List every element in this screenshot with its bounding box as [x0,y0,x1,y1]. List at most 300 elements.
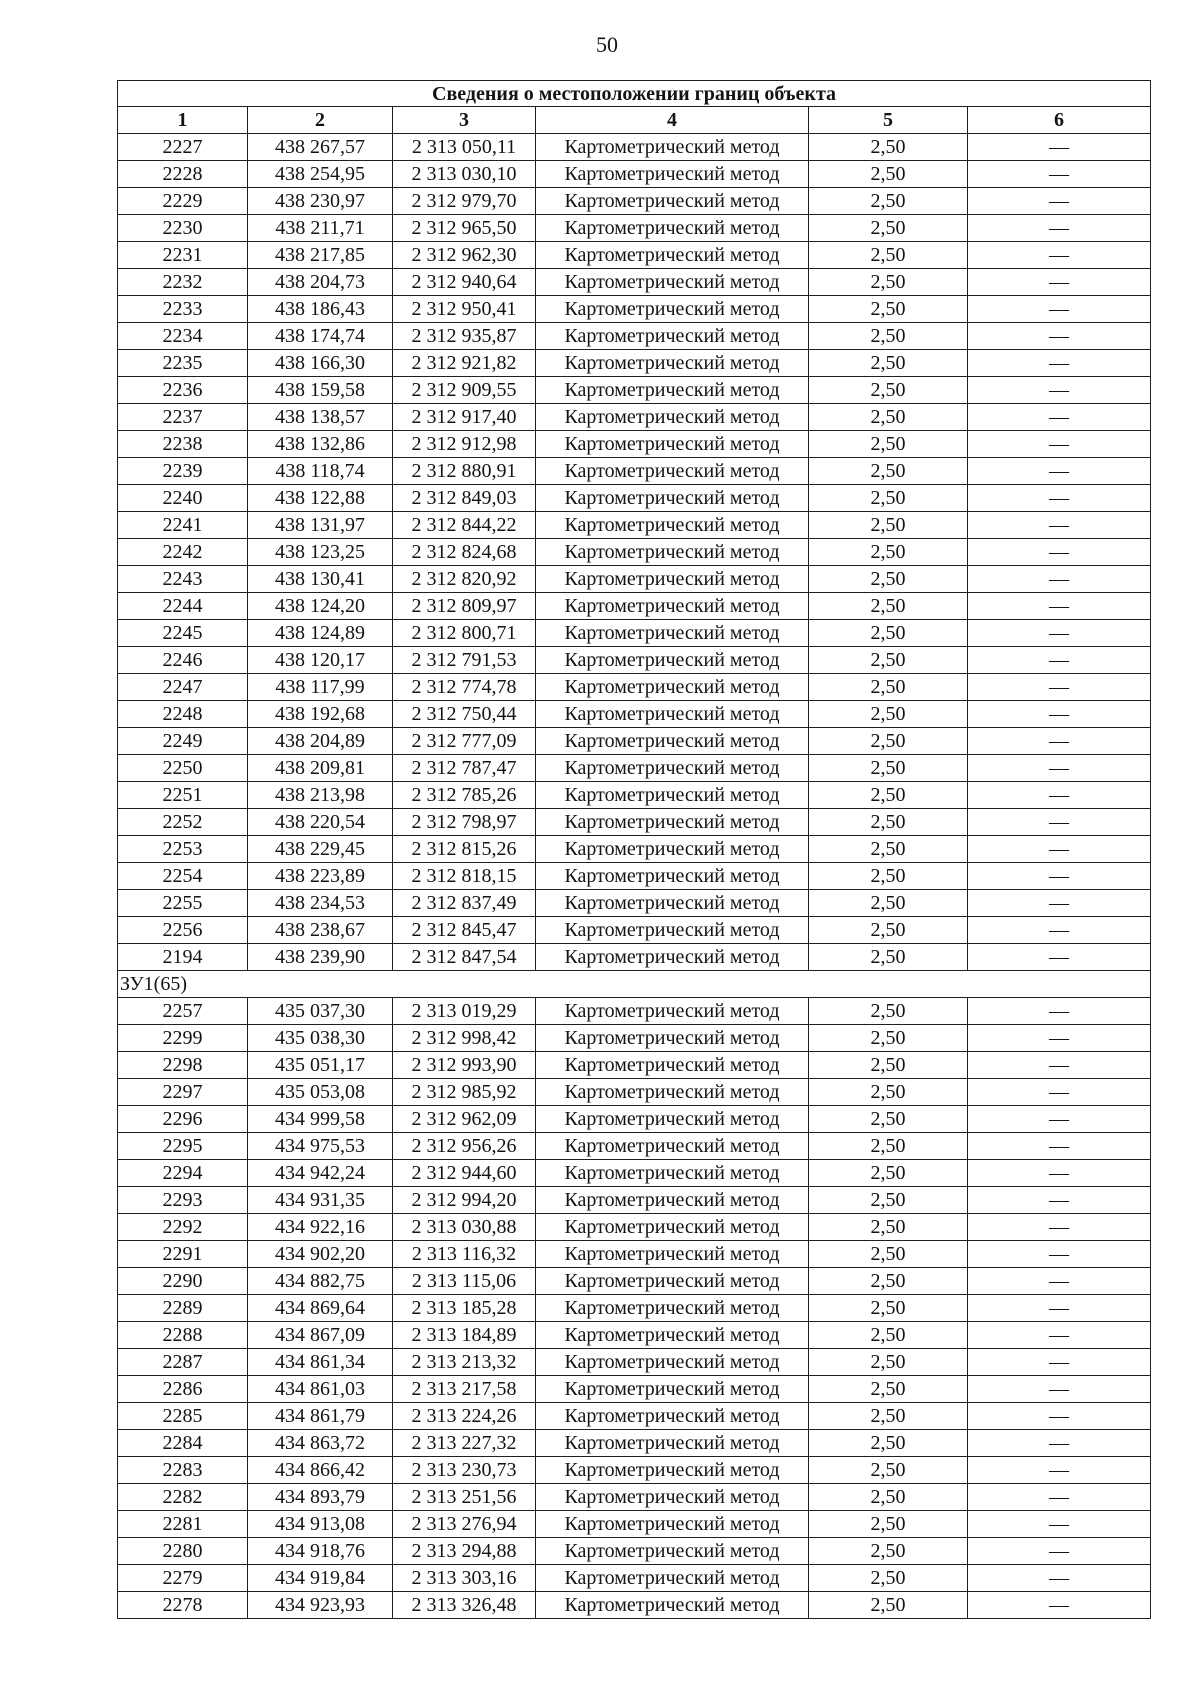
point-number-cell: 2250 [118,755,248,782]
method-cell: Картометрический метод [536,1484,809,1511]
table-row [118,809,1151,836]
point-number-cell: 2254 [118,863,248,890]
method-cell: Картометрический метод [536,1511,809,1538]
x-coordinate-cell: 438 166,30 [248,350,393,377]
boundary-coordinates-table [117,80,1151,1619]
point-number-cell: 2278 [118,1592,248,1619]
x-coordinate-cell: 438 124,20 [248,593,393,620]
description-cell: — [968,1160,1151,1187]
x-coordinate-cell: 434 882,75 [248,1268,393,1295]
x-coordinate-cell: 438 122,88 [248,485,393,512]
description-cell: — [968,782,1151,809]
point-number-cell: 2281 [118,1511,248,1538]
table-row [118,269,1151,296]
x-coordinate-cell: 434 861,34 [248,1349,393,1376]
table-row [118,1403,1151,1430]
table-row [118,1160,1151,1187]
accuracy-cell: 2,50 [809,1079,968,1106]
table-row [118,620,1151,647]
y-coordinate-cell: 2 312 798,97 [393,809,536,836]
point-number-cell: 2241 [118,512,248,539]
table-row [118,1052,1151,1079]
y-coordinate-cell: 2 313 185,28 [393,1295,536,1322]
point-number-cell: 2246 [118,647,248,674]
point-number-cell: 2280 [118,1538,248,1565]
table-row [118,296,1151,323]
y-coordinate-cell: 2 313 213,32 [393,1349,536,1376]
table-row [118,458,1151,485]
x-coordinate-cell: 438 254,95 [248,161,393,188]
x-coordinate-cell: 438 132,86 [248,431,393,458]
x-coordinate-cell: 438 204,89 [248,728,393,755]
method-cell: Картометрический метод [536,1295,809,1322]
accuracy-cell: 2,50 [809,242,968,269]
table-row [118,134,1151,161]
method-cell: Картометрический метод [536,1025,809,1052]
accuracy-cell: 2,50 [809,674,968,701]
table-row [118,998,1151,1025]
table-row [118,1268,1151,1295]
y-coordinate-cell: 2 313 251,56 [393,1484,536,1511]
point-number-cell: 2285 [118,1403,248,1430]
point-number-cell: 2238 [118,431,248,458]
x-coordinate-cell: 438 117,99 [248,674,393,701]
x-coordinate-cell: 435 053,08 [248,1079,393,1106]
x-coordinate-cell: 438 118,74 [248,458,393,485]
x-coordinate-cell: 434 923,93 [248,1592,393,1619]
table-row [118,1241,1151,1268]
point-number-cell: 2290 [118,1268,248,1295]
accuracy-cell: 2,50 [809,1511,968,1538]
y-coordinate-cell: 2 312 912,98 [393,431,536,458]
accuracy-cell: 2,50 [809,485,968,512]
description-cell: — [968,1376,1151,1403]
method-cell: Картометрический метод [536,593,809,620]
accuracy-cell: 2,50 [809,458,968,485]
x-coordinate-cell: 438 230,97 [248,188,393,215]
accuracy-cell: 2,50 [809,998,968,1025]
description-cell: — [968,1079,1151,1106]
table-row [118,161,1151,188]
description-cell: — [968,1484,1151,1511]
point-number-cell: 2257 [118,998,248,1025]
method-cell: Картометрический метод [536,620,809,647]
y-coordinate-cell: 2 312 818,15 [393,863,536,890]
column-number-2: 2 [248,107,393,134]
point-number-cell: 2251 [118,782,248,809]
point-number-cell: 2236 [118,377,248,404]
x-coordinate-cell: 434 861,79 [248,1403,393,1430]
point-number-cell: 2233 [118,296,248,323]
description-cell: — [968,701,1151,728]
description-cell: — [968,161,1151,188]
description-cell: — [968,323,1151,350]
accuracy-cell: 2,50 [809,782,968,809]
point-number-cell: 2288 [118,1322,248,1349]
y-coordinate-cell: 2 312 787,47 [393,755,536,782]
y-coordinate-cell: 2 312 956,26 [393,1133,536,1160]
method-cell: Картометрический метод [536,1133,809,1160]
x-coordinate-cell: 438 192,68 [248,701,393,728]
accuracy-cell: 2,50 [809,512,968,539]
x-coordinate-cell: 438 229,45 [248,836,393,863]
accuracy-cell: 2,50 [809,431,968,458]
y-coordinate-cell: 2 312 777,09 [393,728,536,755]
method-cell: Картометрический метод [536,296,809,323]
method-cell: Картометрический метод [536,1241,809,1268]
description-cell: — [968,944,1151,971]
method-cell: Картометрический метод [536,944,809,971]
table-row [118,1457,1151,1484]
accuracy-cell: 2,50 [809,1376,968,1403]
accuracy-cell: 2,50 [809,1538,968,1565]
method-cell: Картометрический метод [536,539,809,566]
description-cell: — [968,1349,1151,1376]
table-row [118,1295,1151,1322]
table-row [118,890,1151,917]
y-coordinate-cell: 2 312 849,03 [393,485,536,512]
accuracy-cell: 2,50 [809,944,968,971]
description-cell: — [968,836,1151,863]
method-cell: Картометрический метод [536,647,809,674]
accuracy-cell: 2,50 [809,1133,968,1160]
accuracy-cell: 2,50 [809,1106,968,1133]
accuracy-cell: 2,50 [809,1268,968,1295]
point-number-cell: 2294 [118,1160,248,1187]
table-row [118,647,1151,674]
y-coordinate-cell: 2 312 998,42 [393,1025,536,1052]
x-coordinate-cell: 434 863,72 [248,1430,393,1457]
method-cell: Картометрический метод [536,1214,809,1241]
table-row [118,215,1151,242]
method-cell: Картометрический метод [536,350,809,377]
method-cell: Картометрический метод [536,458,809,485]
point-number-cell: 2231 [118,242,248,269]
point-number-cell: 2247 [118,674,248,701]
x-coordinate-cell: 438 267,57 [248,134,393,161]
point-number-cell: 2244 [118,593,248,620]
description-cell: — [968,1106,1151,1133]
x-coordinate-cell: 434 913,08 [248,1511,393,1538]
accuracy-cell: 2,50 [809,377,968,404]
table-row [118,1187,1151,1214]
table-row [118,1349,1151,1376]
section-label: ЗУ1(65) [118,971,1151,998]
method-cell: Картометрический метод [536,1160,809,1187]
accuracy-cell: 2,50 [809,836,968,863]
method-cell: Картометрический метод [536,134,809,161]
method-cell: Картометрический метод [536,431,809,458]
y-coordinate-cell: 2 313 227,32 [393,1430,536,1457]
description-cell: — [968,377,1151,404]
x-coordinate-cell: 438 186,43 [248,296,393,323]
method-cell: Картометрический метод [536,998,809,1025]
description-cell: — [968,1295,1151,1322]
x-coordinate-cell: 438 239,90 [248,944,393,971]
column-number-5: 5 [809,107,968,134]
accuracy-cell: 2,50 [809,593,968,620]
description-cell: — [968,1565,1151,1592]
page-number: 50 [596,32,618,57]
description-cell: — [968,512,1151,539]
point-number-cell: 2296 [118,1106,248,1133]
y-coordinate-cell: 2 312 909,55 [393,377,536,404]
accuracy-cell: 2,50 [809,1430,968,1457]
y-coordinate-cell: 2 312 917,40 [393,404,536,431]
y-coordinate-cell: 2 312 847,54 [393,944,536,971]
table-row [118,944,1151,971]
x-coordinate-cell: 438 217,85 [248,242,393,269]
x-coordinate-cell: 434 919,84 [248,1565,393,1592]
accuracy-cell: 2,50 [809,1187,968,1214]
method-cell: Картометрический метод [536,674,809,701]
accuracy-cell: 2,50 [809,323,968,350]
y-coordinate-cell: 2 312 844,22 [393,512,536,539]
accuracy-cell: 2,50 [809,1457,968,1484]
y-coordinate-cell: 2 313 230,73 [393,1457,536,1484]
point-number-cell: 2297 [118,1079,248,1106]
y-coordinate-cell: 2 312 994,20 [393,1187,536,1214]
y-coordinate-cell: 2 312 880,91 [393,458,536,485]
accuracy-cell: 2,50 [809,1295,968,1322]
y-coordinate-cell: 2 312 815,26 [393,836,536,863]
y-coordinate-cell: 2 313 019,29 [393,998,536,1025]
method-cell: Картометрический метод [536,728,809,755]
column-number-6: 6 [968,107,1151,134]
method-cell: Картометрический метод [536,1052,809,1079]
y-coordinate-cell: 2 312 962,30 [393,242,536,269]
accuracy-cell: 2,50 [809,1565,968,1592]
description-cell: — [968,1457,1151,1484]
method-cell: Картометрический метод [536,188,809,215]
x-coordinate-cell: 438 234,53 [248,890,393,917]
point-number-cell: 2253 [118,836,248,863]
point-number-cell: 2252 [118,809,248,836]
x-coordinate-cell: 434 893,79 [248,1484,393,1511]
table-row [118,1214,1151,1241]
method-cell: Картометрический метод [536,809,809,836]
description-cell: — [968,674,1151,701]
y-coordinate-cell: 2 312 824,68 [393,539,536,566]
table-row [118,350,1151,377]
y-coordinate-cell: 2 313 116,32 [393,1241,536,1268]
accuracy-cell: 2,50 [809,1484,968,1511]
accuracy-cell: 2,50 [809,539,968,566]
description-cell: — [968,404,1151,431]
method-cell: Картометрический метод [536,404,809,431]
accuracy-cell: 2,50 [809,890,968,917]
y-coordinate-cell: 2 312 944,60 [393,1160,536,1187]
method-cell: Картометрический метод [536,323,809,350]
table-row [118,1322,1151,1349]
point-number-cell: 2279 [118,1565,248,1592]
table-row [118,188,1151,215]
accuracy-cell: 2,50 [809,728,968,755]
description-cell: — [968,1268,1151,1295]
table-row [118,512,1151,539]
point-number-cell: 2292 [118,1214,248,1241]
x-coordinate-cell: 438 124,89 [248,620,393,647]
column-number-4: 4 [536,107,809,134]
description-cell: — [968,269,1151,296]
table-row [118,242,1151,269]
point-number-cell: 2245 [118,620,248,647]
method-cell: Картометрический метод [536,1376,809,1403]
method-cell: Картометрический метод [536,161,809,188]
point-number-cell: 2232 [118,269,248,296]
y-coordinate-cell: 2 313 050,11 [393,134,536,161]
method-cell: Картометрический метод [536,485,809,512]
table-row [118,1565,1151,1592]
table-row [118,539,1151,566]
x-coordinate-cell: 434 942,24 [248,1160,393,1187]
table-row [118,1376,1151,1403]
point-number-cell: 2286 [118,1376,248,1403]
description-cell: — [968,1511,1151,1538]
accuracy-cell: 2,50 [809,701,968,728]
method-cell: Картометрический метод [536,269,809,296]
method-cell: Картометрический метод [536,755,809,782]
method-cell: Картометрический метод [536,1349,809,1376]
table-row [118,431,1151,458]
method-cell: Картометрический метод [536,1322,809,1349]
table-row [118,1592,1151,1619]
table-row [118,377,1151,404]
table-row [118,404,1151,431]
description-cell: — [968,647,1151,674]
table-row [118,701,1151,728]
table-row [118,566,1151,593]
x-coordinate-cell: 438 238,67 [248,917,393,944]
description-cell: — [968,1133,1151,1160]
y-coordinate-cell: 2 313 184,89 [393,1322,536,1349]
point-number-cell: 2249 [118,728,248,755]
x-coordinate-cell: 434 999,58 [248,1106,393,1133]
x-coordinate-cell: 438 120,17 [248,647,393,674]
table-row [118,728,1151,755]
y-coordinate-cell: 2 312 750,44 [393,701,536,728]
x-coordinate-cell: 438 223,89 [248,863,393,890]
description-cell: — [968,755,1151,782]
point-number-cell: 2248 [118,701,248,728]
y-coordinate-cell: 2 312 940,64 [393,269,536,296]
x-coordinate-cell: 434 922,16 [248,1214,393,1241]
description-cell: — [968,1214,1151,1241]
description-cell: — [968,539,1151,566]
point-number-cell: 2229 [118,188,248,215]
x-coordinate-cell: 434 869,64 [248,1295,393,1322]
accuracy-cell: 2,50 [809,620,968,647]
point-number-cell: 2240 [118,485,248,512]
x-coordinate-cell: 434 867,09 [248,1322,393,1349]
table-body [118,134,1151,1619]
point-number-cell: 2289 [118,1295,248,1322]
table-row [118,863,1151,890]
description-cell: — [968,917,1151,944]
column-number-3: 3 [393,107,536,134]
accuracy-cell: 2,50 [809,404,968,431]
x-coordinate-cell: 434 975,53 [248,1133,393,1160]
point-number-cell: 2298 [118,1052,248,1079]
method-cell: Картометрический метод [536,566,809,593]
y-coordinate-cell: 2 312 791,53 [393,647,536,674]
table-row [118,485,1151,512]
y-coordinate-cell: 2 312 774,78 [393,674,536,701]
method-cell: Картометрический метод [536,701,809,728]
y-coordinate-cell: 2 313 326,48 [393,1592,536,1619]
y-coordinate-cell: 2 312 950,41 [393,296,536,323]
description-cell: — [968,431,1151,458]
accuracy-cell: 2,50 [809,1241,968,1268]
method-cell: Картометрический метод [536,215,809,242]
point-number-cell: 2295 [118,1133,248,1160]
table-row [118,917,1151,944]
point-number-cell: 2293 [118,1187,248,1214]
table-row [118,1079,1151,1106]
accuracy-cell: 2,50 [809,1160,968,1187]
table-row [118,1025,1151,1052]
description-cell: — [968,1403,1151,1430]
x-coordinate-cell: 434 866,42 [248,1457,393,1484]
method-cell: Картометрический метод [536,1538,809,1565]
x-coordinate-cell: 434 861,03 [248,1376,393,1403]
point-number-cell: 2239 [118,458,248,485]
table-row [118,674,1151,701]
table-row [118,1106,1151,1133]
method-cell: Картометрический метод [536,1403,809,1430]
description-cell: — [968,1430,1151,1457]
description-cell: — [968,566,1151,593]
y-coordinate-cell: 2 313 276,94 [393,1511,536,1538]
point-number-cell: 2242 [118,539,248,566]
y-coordinate-cell: 2 312 800,71 [393,620,536,647]
accuracy-cell: 2,50 [809,917,968,944]
description-cell: — [968,809,1151,836]
description-cell: — [968,998,1151,1025]
method-cell: Картометрический метод [536,863,809,890]
point-number-cell: 2282 [118,1484,248,1511]
accuracy-cell: 2,50 [809,863,968,890]
description-cell: — [968,188,1151,215]
accuracy-cell: 2,50 [809,1592,968,1619]
point-number-cell: 2237 [118,404,248,431]
x-coordinate-cell: 434 918,76 [248,1538,393,1565]
x-coordinate-cell: 438 131,97 [248,512,393,539]
y-coordinate-cell: 2 312 809,97 [393,593,536,620]
description-cell: — [968,890,1151,917]
accuracy-cell: 2,50 [809,269,968,296]
method-cell: Картометрический метод [536,1457,809,1484]
description-cell: — [968,350,1151,377]
x-coordinate-cell: 438 213,98 [248,782,393,809]
method-cell: Картометрический метод [536,836,809,863]
method-cell: Картометрический метод [536,1565,809,1592]
method-cell: Картометрический метод [536,377,809,404]
description-cell: — [968,296,1151,323]
method-cell: Картометрический метод [536,242,809,269]
column-number-row [118,107,1151,134]
description-cell: — [968,1538,1151,1565]
accuracy-cell: 2,50 [809,1214,968,1241]
section-label-row [118,971,1151,998]
y-coordinate-cell: 2 312 993,90 [393,1052,536,1079]
y-coordinate-cell: 2 312 921,82 [393,350,536,377]
point-number-cell: 2235 [118,350,248,377]
x-coordinate-cell: 438 209,81 [248,755,393,782]
table-row [118,1511,1151,1538]
accuracy-cell: 2,50 [809,215,968,242]
x-coordinate-cell: 438 159,58 [248,377,393,404]
